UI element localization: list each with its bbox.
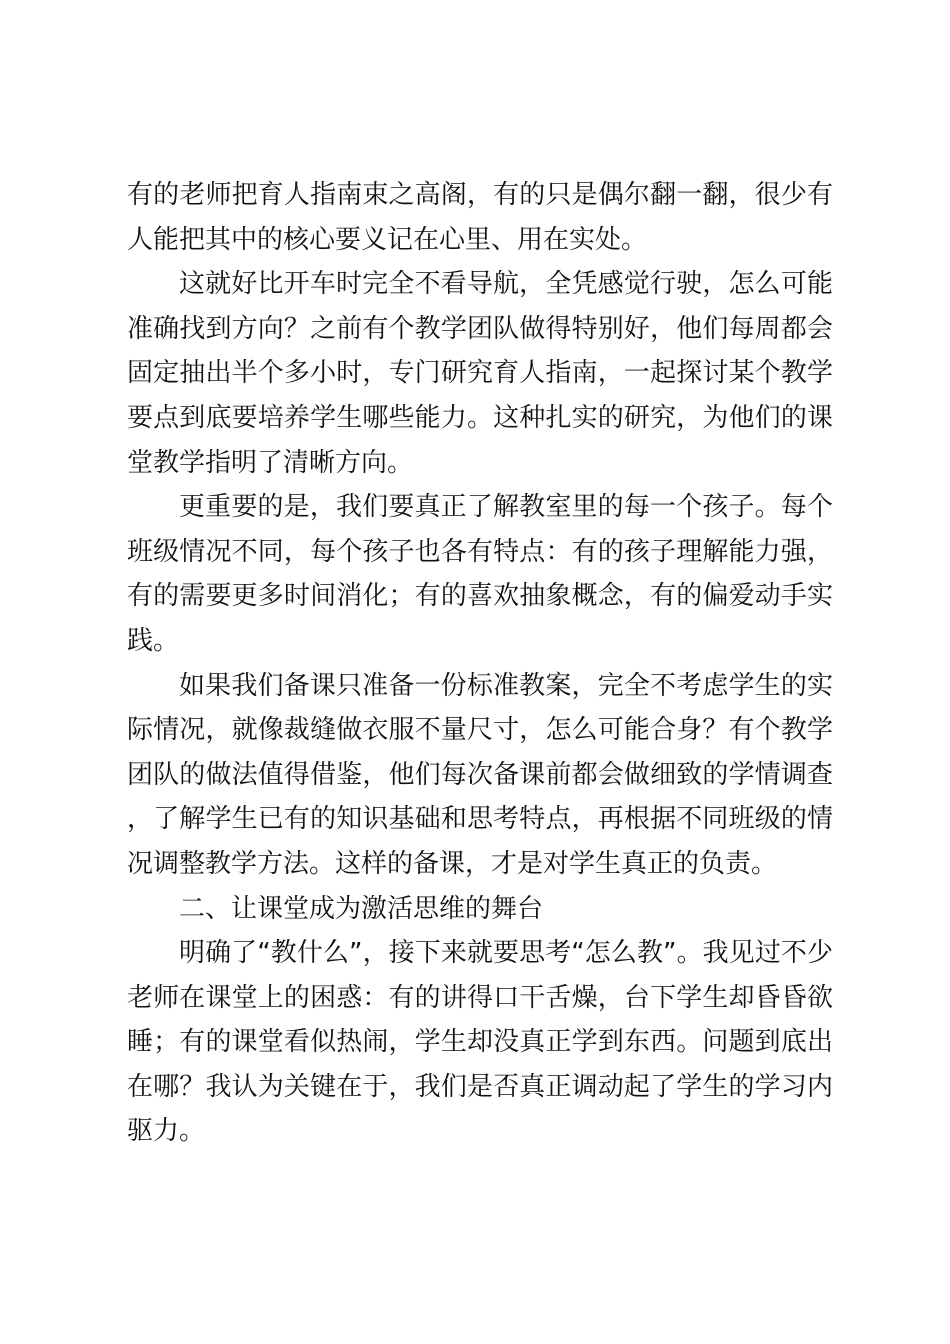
document-body bbox=[127, 173, 833, 1154]
paragraph-lesson-preparation: 如果我们备课只准备一份标准教案，完全不考虑学生的实际情况，就像裁缝做衣服不量尺寸，怎么可能合身？有个教学团队的做法值得借鉴，他们每次备课前都会做细致的学情调查，了解学生已有的知识基础和思考特点，再根据不同班级的情况调整教学方法。这样的备课，才是对学生真正的负责。 bbox=[127, 670, 833, 879]
paragraph-navigation-analogy: 这就好比开车时完全不看导航，全凭感觉行驶，怎么可能准确找到方向？之前有个教学团队做得特别好，他们每周都会固定抽出半个多小时，专门研究育人指南，一起探讨某个教学要点到底要培养学生哪些能力。这种扎实的研究，为他们的课堂教学指明了清晰方向。 bbox=[127, 269, 833, 478]
section-heading: 二、让课堂成为激活思维的舞台 bbox=[179, 893, 544, 924]
paragraph-how-to-teach: 明确了“教什么”，接下来就要思考“怎么教”。我见过不少老师在课堂上的困惑：有的讲得口干舌燥，台下学生却昏昏欲睡；有的课堂看似热闹，学生却没真正学到东西。问题到底出在哪？我认为关键在于，我们是否真正调动起了学生的学习内驱力。 bbox=[127, 938, 833, 1147]
paragraph-continued: 有的老师把育人指南束之高阁，有的只是偶尔翻一翻，很少有人能把其中的核心要义记在心里、用在实处。 bbox=[127, 180, 833, 255]
paragraph-know-students: 更重要的是，我们要真正了解教室里的每一个孩子。每个班级情况不同，每个孩子也各有特点：有的孩子理解能力强，有的需要更多时间消化；有的喜欢抽象概念，有的偏爱动手实践。 bbox=[127, 492, 833, 656]
